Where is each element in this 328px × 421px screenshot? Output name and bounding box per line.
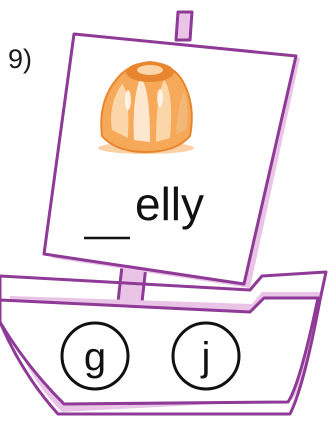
mast-top bbox=[176, 12, 192, 40]
hull bbox=[0, 298, 318, 404]
question-number: 9) bbox=[8, 44, 33, 74]
choice-g-label: g bbox=[83, 335, 107, 379]
word-ending: elly bbox=[135, 178, 205, 230]
choice-j-label: j bbox=[201, 335, 211, 379]
choice-g[interactable] bbox=[62, 323, 128, 389]
choice-j[interactable] bbox=[173, 323, 239, 389]
